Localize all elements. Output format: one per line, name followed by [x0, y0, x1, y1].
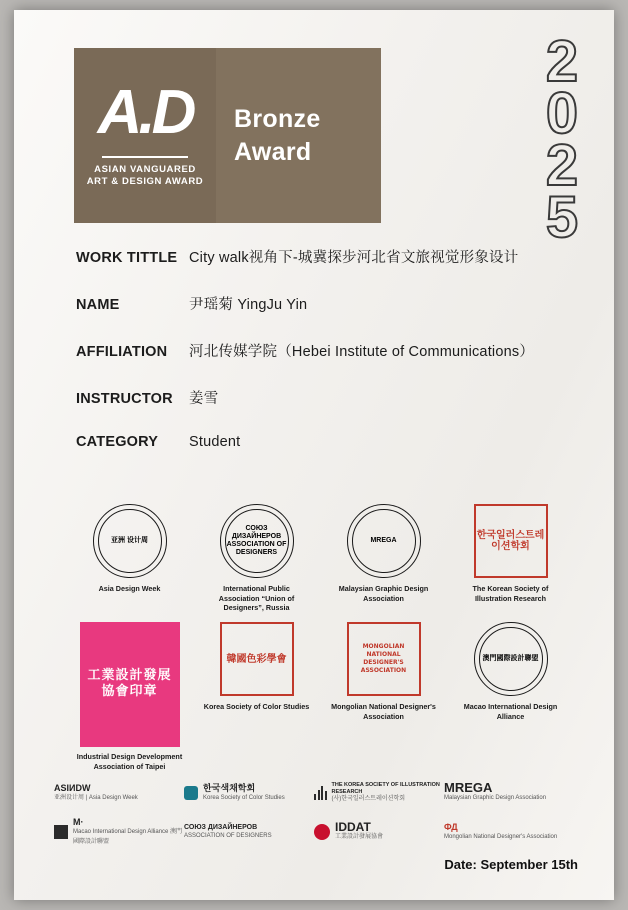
seal-macao-design-alliance [447, 620, 574, 771]
field-label: INSTRUCTOR [76, 391, 173, 407]
partner-logo-row-1 [54, 779, 574, 803]
partner-logo-title: ФД [444, 822, 458, 832]
field-value: 尹瑶菊 YingJu Yin [189, 297, 308, 313]
partner-logo-union-designers [184, 824, 314, 841]
entry-details [76, 246, 556, 476]
award-logo-block [74, 48, 216, 223]
field-label: CATEGORY [76, 434, 159, 450]
award-logo-subtitle-1: ASIAN VANGUARED [94, 163, 196, 175]
macao-icon [54, 825, 68, 839]
year-watermark [526, 29, 596, 250]
partner-logo-subtitle: 亚洲设计周 | Asia Design Week [54, 794, 138, 801]
seal-stamp-icon [218, 620, 296, 698]
seal-union-of-designers-russia [193, 502, 320, 613]
bronze-label-line1: Bronze [234, 104, 321, 133]
partner-logo-title: M· [73, 817, 84, 827]
partner-logo-subtitle: Korea Society of Color Studies [203, 794, 285, 801]
field-affiliation [76, 340, 556, 361]
partner-logo-asia-design-week [54, 783, 184, 803]
partner-logo-iddat [314, 822, 444, 842]
partner-logo-strip [54, 779, 574, 861]
seal-caption: Mongolian National Designer's Association [331, 702, 436, 721]
bars-icon [314, 786, 327, 800]
seals-row-2 [66, 620, 574, 771]
award-logo-mark: A.D [97, 77, 193, 147]
seal-mongolian-designers [320, 620, 447, 771]
seal-caption: Asia Design Week [98, 584, 161, 593]
bronze-label-line2: Award [234, 137, 312, 166]
partner-logo-row-2 [54, 817, 574, 847]
field-name [76, 293, 556, 314]
partner-logo-title: АSIИDW [54, 782, 91, 793]
year-digit-2: 0 [545, 81, 577, 146]
seal-stamp-icon [472, 502, 550, 580]
field-category [76, 434, 556, 450]
seal-stamp-icon [345, 502, 423, 580]
partner-logo-mongolia [444, 822, 574, 842]
seals-row-1 [66, 502, 574, 613]
seal-caption: Macao International Design Alliance [463, 702, 558, 721]
field-work-title [76, 246, 556, 267]
partner-logo-subtitle: (사)한국일러스트레이션학회 [331, 796, 406, 802]
certificate-card [14, 10, 614, 900]
partner-logo-subtitle: Macao International Design Alliance 澳門國際設計聯盟 [73, 829, 183, 845]
year-digit-3: 2 [545, 133, 577, 198]
partner-logo-title: IDDAT [335, 820, 371, 834]
year-digit-4: 5 [545, 185, 577, 250]
award-header [74, 48, 381, 223]
seal-asia-design-week [66, 502, 193, 613]
partner-logo-subtitle: ASSOCIATION OF DESIGNERS [184, 833, 272, 839]
field-label: AFFILIATION [76, 344, 168, 360]
seal-inner-text: MREGA [370, 537, 397, 544]
seal-inner-text: 工業設計發展 協會印章 [87, 668, 172, 699]
seal-stamp-icon [218, 502, 296, 580]
seal-korea-color-studies [193, 620, 320, 771]
seal-korean-illustration-research [447, 502, 574, 613]
seal-inner-text: 한국일러스트레이션학회 [476, 530, 545, 552]
field-instructor [76, 387, 556, 408]
seal-malaysian-graphic-design [320, 502, 447, 613]
seal-stamp-icon [78, 620, 182, 748]
partner-logo-subtitle: Malaysian Graphic Design Association [444, 794, 547, 801]
partner-logo-subtitle: 工業設計發展協會 [335, 834, 384, 840]
seal-stamp-icon [91, 502, 169, 580]
year-digit-1: 2 [545, 29, 577, 94]
seal-inner-text: СОЮЗ ДИЗАЙНЕРОВ ASSOCIATION OF DESIGNERS [226, 525, 287, 556]
partner-logo-title: THE KOREA SOCIETY OF ILLUSTRATION RESEARCH [331, 782, 440, 795]
field-value: City walk视角下-城冀探步河北省文旅视觉形象设计 [189, 250, 519, 266]
seal-stamp-icon [472, 620, 550, 698]
seal-caption: International Public Association “Union of Designers”, Russia [218, 584, 295, 612]
bronze-award-block [216, 48, 381, 223]
issue-date: Date: September 15th [444, 857, 578, 872]
partner-logo-title: 한국색채학회 [203, 782, 256, 793]
partner-logo-mgda [444, 779, 574, 803]
seal-inner-text: 澳門國際設計聯盟 [482, 655, 539, 662]
field-value: 姜雪 [189, 391, 219, 407]
seal-caption: Industrial Design Development Association of Taipei [76, 752, 183, 771]
seal-inner-text: 韓國色彩學會 [226, 653, 287, 665]
partner-logo-title: СОЮЗ ДИЗАЙНЕРОВ [184, 823, 258, 831]
partner-logo-korea-illustration [314, 782, 444, 803]
seal-caption: Korea Society of Color Studies [203, 702, 310, 711]
color-society-icon [184, 786, 198, 800]
seal-inner-text: 亚洲 设计周 [111, 537, 148, 544]
seal-taipei-industrial-design [66, 620, 193, 771]
partner-logo-title: MREGA [444, 779, 493, 795]
field-value: 河北传媒学院（Hebei Institute of Communications） [189, 344, 535, 360]
partner-logo-korea-color [184, 783, 314, 803]
field-value: Student [189, 434, 241, 450]
iddat-icon [314, 824, 330, 840]
field-label: WORK TITTLE [76, 250, 178, 266]
logo-divider [102, 156, 188, 158]
seal-inner-text: MONGOLIAN NATIONAL DESIGNER'S ASSOCIATION [360, 643, 407, 674]
field-label: NAME [76, 297, 120, 313]
partner-logo-macao [54, 817, 184, 847]
seal-stamp-icon [345, 620, 423, 698]
partner-logo-subtitle: Mongolian National Designer's Association [444, 834, 558, 840]
award-logo-subtitle-2: ART & DESIGN AWARD [86, 175, 204, 187]
seal-caption: Malaysian Graphic Design Association [338, 584, 429, 603]
seal-caption: The Korean Society of Illustration Research [472, 584, 549, 603]
